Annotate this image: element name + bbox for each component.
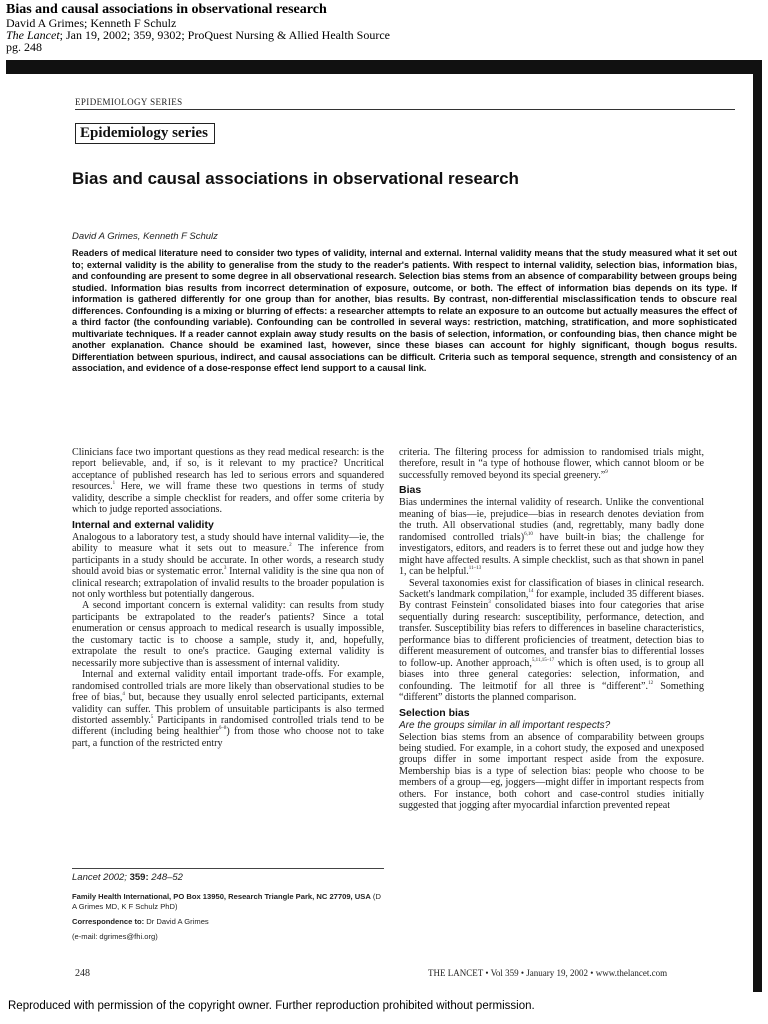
footnote-correspondence: Correspondence to: Dr David A Grimes <box>72 917 209 926</box>
paragraph: A second important concern is external validity: can results from study participants be extrapolated to the reader's patients? Since a total enumeration or census approach to medical research is usually impossible, the customary tactic is to choose a sample, study it, and, hopefully, extrapolate the result to one's practice. Gauging external validity is necessarily more subjective than is assessment of internal validity. <box>72 600 384 669</box>
scanned-page <box>6 60 762 992</box>
paragraph: Clinicians face two important questions as they read medical research: is the report believable, and, if so, is it relevant to my practice? Uncritical acceptance of published research has led to serious errors and squandered resources.$^1$ Here, we will frame these two questions in terms of study validity, describe a simple checklist for readers, and offer some criteria by which to judge reported associations. <box>72 447 384 516</box>
heading-selection-bias: Selection bias <box>399 706 470 719</box>
journal-footer: THE LANCET • Vol 359 • January 19, 2002 • www.thelancet.com <box>428 968 668 978</box>
paragraph: Internal and external validity entail important trade-offs. For example, randomised controlled trials are more likely than observational studies to be free of bias,$^4$ but, because they usually enrol selected participants, external validity can suffer. This problem of unsuitable participants is also termed distorted assembly.$^5$ Participants in randomised controlled trials tend to be different (including being healthier$^{6-8}$) from those who choose not to take part, a function of the restricted entry <box>72 669 385 749</box>
paragraph: criteria. The filtering process for admission to randomised trials might, therefore, result in “a type of hothouse flower, which cannot bloom or be successfully removed beyond its special greenery.”$^9$ <box>399 447 704 481</box>
article-footnote <box>72 868 384 942</box>
heading-internal-external-validity: Internal and external validity <box>72 518 214 531</box>
left-column <box>72 447 384 749</box>
citation-page: pg. 248 <box>6 40 42 54</box>
series-box: Epidemiology series <box>75 123 215 144</box>
page-number: 248 <box>75 968 90 979</box>
footnote-affiliation: Family Health International, PO Box 13950, Research Triangle Park, NC 27709, USA (D A Grimes MD, K F Schulz PhD) <box>72 892 381 911</box>
reproduction-notice: Reproduced with permission of the copyright owner. Further reproduction prohibited without permission. <box>8 1000 535 1012</box>
footnote-email: (e-mail: dgrimes@fhi.org) <box>72 932 158 941</box>
citation-authors: David A Grimes; Kenneth F Schulz <box>6 16 177 30</box>
series-rule <box>75 109 735 110</box>
article-authors: David A Grimes, Kenneth F Schulz <box>72 231 218 242</box>
citation-source <box>6 29 762 41</box>
right-column <box>399 447 704 812</box>
paragraph: Analogous to a laboratory test, a study should have internal validity—ie, the ability to measure what it sets out to measure.$^2$ The inference from participants in a study should be accurate. In other words, a research study should avoid bias or systematic error.$^3$ Internal validity is the sine qua non of clinical research; extrapolation of invalid results to the broader population is not only worthless but potentially dangerous. <box>72 531 384 600</box>
series-running-head: EPIDEMIOLOGY SERIES <box>75 97 183 107</box>
scan-top-border <box>6 60 762 74</box>
scan-right-border <box>753 60 762 992</box>
abstract: Readers of medical literature need to consider two types of validity, internal and external. Internal validity means that the study measured what it set out to; external validity is the ability to generalise from the study to the reader's patients. With respect to internal validity, selection bias, information bias, and confounding are present to some degree in all observational research. Selection bias stems from an absence of comparability between groups being studied. Information bias results from incorrect determination of exposure, outcome, or both. The effect of information bias depends on its type. If information is gathered differently for one group than for another, bias results. By contrast, non-differential misclassification tends to obscure real differences. Confounding is a mixing or blurring of effects: a researcher attempts to relate an exposure to an outcome but actually measures the effect of a third factor (the confounding variable). Confounding can be controlled in several ways: restriction, matching, stratification, and more sophisticated multivariate techniques. If a reader cannot explain away study results on the basis of selection, information, or confounding bias, then chance might be another explanation. Chance should be examined last, however, since these biases can account for highly significant, though bogus results. Differentiation between spurious, indirect, and causal associations can be difficult. Criteria such as temporal sequence, strength and consistency of an association, and evidence of a dose-response effect lend support to a causal link. <box>72 248 737 373</box>
footnote-reference: Lancet 2002; 359: 248–52 <box>72 872 183 883</box>
citation-header <box>6 2 762 53</box>
citation-details: ; Jan 19, 2002; 359, 9302; ProQuest Nursing & Allied Health Source <box>59 28 390 42</box>
paragraph: Several taxonomies exist for classification of biases in clinical research. Sackett's landmark compilation,$^{14}$ for example, included 35 different biases. By contrast Feinstein$^3$ consolidated biases into four categories that arise sequentially during research: susceptibility, performance, detection, and transfer. Susceptibility bias refers to differences in baseline characteristics, performance bias to different proficiencies of treatment, detection bias to different measurement of outcomes, and transfer bias to differential losses to follow-up. Another approach,$^{5,11,15-17}$ which is often used, is to group all biases into three general categories: selection, information, and confounding. The leitmotif for all three is “different”.$^{12}$ Something “different” distorts the planned comparison. <box>399 577 705 704</box>
citation-title: Bias and causal associations in observational research <box>6 2 327 17</box>
citation-journal: The Lancet <box>6 28 60 42</box>
subheading-selection-bias: Are the groups similar in all important respects? <box>399 719 611 731</box>
paragraph: Bias undermines the internal validity of research. Unlike the conventional meaning of bias—ie, prejudice—bias in research denotes deviation from the truth. All observational studies (and, regrettably, many badly done randomised controlled trials)$^{6,10}$ have built-in bias; the challenge for investigators, editors, and readers is to ferret these out and judge how they might have affected results. A simple checklist, such as that shown in panel 1, can be helpful.$^{11-13}$ <box>399 497 705 578</box>
paragraph: Selection bias stems from an absence of comparability between groups being studied. For example, in a cohort study, the exposed and unexposed groups differ in some important respect aside from the exposure. Membership bias is a type of selection bias: people who choose to be members of a group—eg, joggers—might differ in important respects from others. For instance, both cohort and case-control studies initially suggested that jogging after myocardial infarction prevented repeat <box>399 731 704 812</box>
heading-bias: Bias <box>399 484 422 497</box>
article-title: Bias and causal associations in observational research <box>72 169 519 188</box>
